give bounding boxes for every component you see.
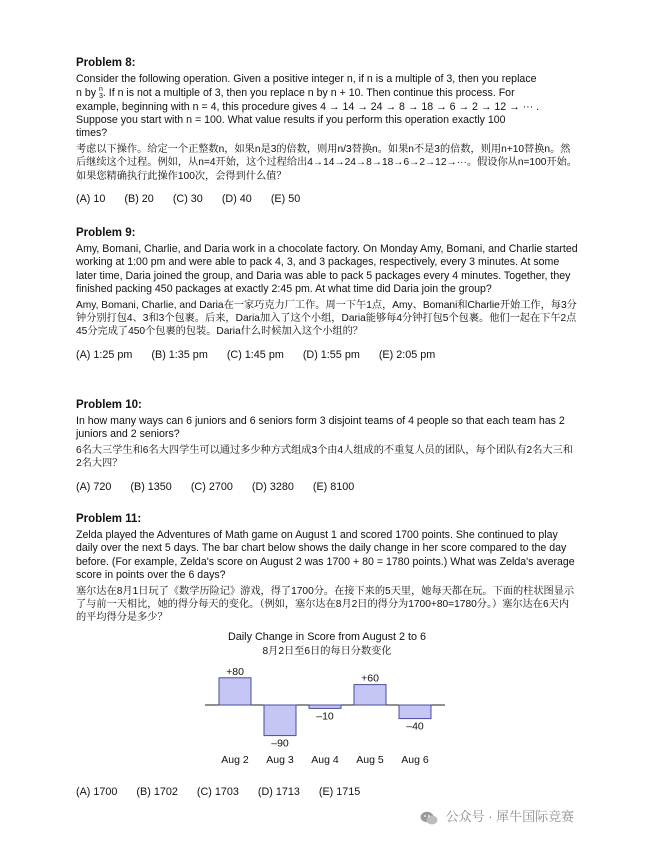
problem-text-zh: 塞尔达在8月1日玩了《数学历险记》游戏，得了1700分。在接下来的5天里，她每天都在玩。下面的柱状图显示了与前一天相比，她的得分每天的变化。（例如，塞尔达在8月2日的得分为1700+80=1780分。）塞尔达在6天内的平均得分是多少？: [76, 585, 575, 624]
problem-text: Amy, Bomani, Charlie, and Daria work in a chocolate factory. On Monday Amy, Bomani, and Charlie started working at 1:00 pm and were able to pack 4, 3, and 3 packages, respectively, every 3 minutes. At some later time, Daria joined the group, and Daria was able to pack 5 packages every 4 minutes. Together, they finished packing 450 packages at exactly 2:45 pm. At what time did Daria join the group?: [76, 243, 578, 296]
choice-b: (B) 1:35 pm: [151, 348, 208, 361]
chart-subtitle: 8月2日至6日的每日分数变化: [262, 646, 392, 657]
text-line: n by: [76, 87, 99, 100]
category-label: Aug 5: [356, 754, 384, 766]
bar-aug-4: [309, 705, 341, 708]
choice-e: (E) 50: [270, 193, 301, 206]
problem-10: [76, 398, 578, 494]
choice-d: (D) 1:55 pm: [302, 348, 360, 361]
category-label: Aug 6: [401, 754, 429, 766]
bar-value-label: –10: [316, 710, 334, 723]
bar-value-label: –90: [271, 737, 289, 750]
problem-9: [76, 226, 578, 362]
bar-aug-2: [219, 678, 251, 705]
choice-b: (B) 1350: [130, 480, 172, 493]
choice-a: (A) 1:25 pm: [76, 348, 133, 361]
watermark-text: 公众号 · 犀牛国际竞赛: [445, 809, 575, 824]
answer-choices: [76, 481, 578, 494]
text-line: example, beginning with n = 4, this procedure gives 4 → 14 → 24 → 8 → 18 → 6 → 2 → 12 → ··· .: [76, 100, 540, 113]
problem-8: [76, 56, 578, 206]
choice-c: (C) 1:45 pm: [226, 348, 284, 361]
problem-title: Problem 9:: [76, 227, 136, 239]
wechat-icon: [420, 811, 438, 825]
choice-b: (B) 1702: [136, 786, 178, 798]
answer-choices: [76, 193, 578, 206]
problem-title: Problem 10:: [76, 399, 142, 411]
bar-aug-5: [354, 685, 386, 705]
bar-value-label: +80: [226, 665, 244, 678]
choice-d: (D) 40: [221, 193, 252, 206]
chart-title: Daily Change in Score from August 2 to 6: [227, 631, 427, 643]
problem-title: Problem 8:: [76, 57, 136, 69]
choice-c: (C) 30: [172, 193, 203, 206]
choice-b: (B) 20: [124, 193, 154, 206]
choice-a: (A) 720: [76, 480, 112, 493]
choice-d: (D) 3280: [251, 480, 294, 493]
problem-title: Problem 11:: [76, 513, 142, 525]
bar-value-label: –40: [406, 720, 424, 733]
choice-c: (C) 2700: [190, 480, 233, 493]
bar-aug-3: [264, 705, 296, 736]
choice-e: (E) 8100: [312, 480, 355, 493]
watermark: [420, 806, 574, 825]
problem-text-zh: Amy, Bomani, Charlie, and Daria在一家巧克力厂工作。周一下午1点，Amy、Bomani和Charlie开始工作，每3分钟分别打包4、3和3个包裹。后来，Daria加入了这个小组，Daria能够每4分钟打包5个包裹。他们一起在下午2点45分完成了450个包裹的包装。Daria什么时候加入这个小组的？: [76, 299, 577, 338]
text-line: Consider the following operation. Given a positive integer n, if n is a multiple of 3, then you replace: [76, 73, 537, 85]
bar-aug-6: [399, 705, 431, 719]
fraction-denominator: 3: [98, 93, 103, 101]
answer-choices: [76, 786, 376, 799]
category-label: Aug 4: [311, 754, 339, 766]
choice-a: (A) 1700: [76, 786, 118, 798]
category-label: Aug 2: [221, 754, 249, 766]
category-label: Aug 3: [266, 754, 294, 766]
problem-text: [76, 73, 578, 141]
answer-choices: [76, 349, 578, 362]
problem-text: In how many ways can 6 juniors and 6 seniors form 3 disjoint teams of 4 people so that each team has 2 juniors and 2 seniors?: [76, 415, 565, 441]
problem-text-zh: 考虑以下操作。给定一个正整数n，如果n是3的倍数，则用n/3替换n。如果n不是3的倍数，则用n+10替换n。然后继续这个过程。例如，从n=4开始，这个过程给出4→14→24→8→18→6→2→12→···。假设你从n=100开始。如果您精确执行此操作100次，会得到什么值？: [76, 143, 577, 182]
text-line: times?: [76, 127, 108, 140]
bar-value-label: +60: [361, 672, 379, 685]
text-line: Suppose you start with n = 100. What value results if you perform this operation exactly 100: [76, 114, 506, 127]
choice-d: (D) 1713: [257, 786, 300, 798]
bar-chart: [195, 662, 455, 770]
problem-11: [76, 512, 578, 625]
problem-text: Zelda played the Adventures of Math game on August 1 and scored 1700 points. She continued to play daily over the next 5 days. The bar chart below shows the daily change in her score compared to the day before. (For example, Zelda's score on August 2 was 1700 + 80 = 1780 points.) What was Zelda's average score in points over the 6 days?: [76, 529, 575, 582]
choice-e: (E) 2:05 pm: [378, 348, 436, 361]
text-line: . If n is not a multiple of 3, then you replace n by n + 10. Then continue this process. For: [102, 87, 515, 100]
choice-e: (E) 1715: [318, 786, 361, 798]
choice-a: (A) 10: [76, 193, 106, 206]
problem-text-zh: 6名大三学生和6名大四学生可以通过多少种方式组成3个由4人组成的不重复人员的团队，每个团队有2名大三和2名大四？: [76, 444, 573, 470]
choice-c: (C) 1703: [196, 786, 239, 798]
fraction-numerator: n: [98, 86, 103, 94]
